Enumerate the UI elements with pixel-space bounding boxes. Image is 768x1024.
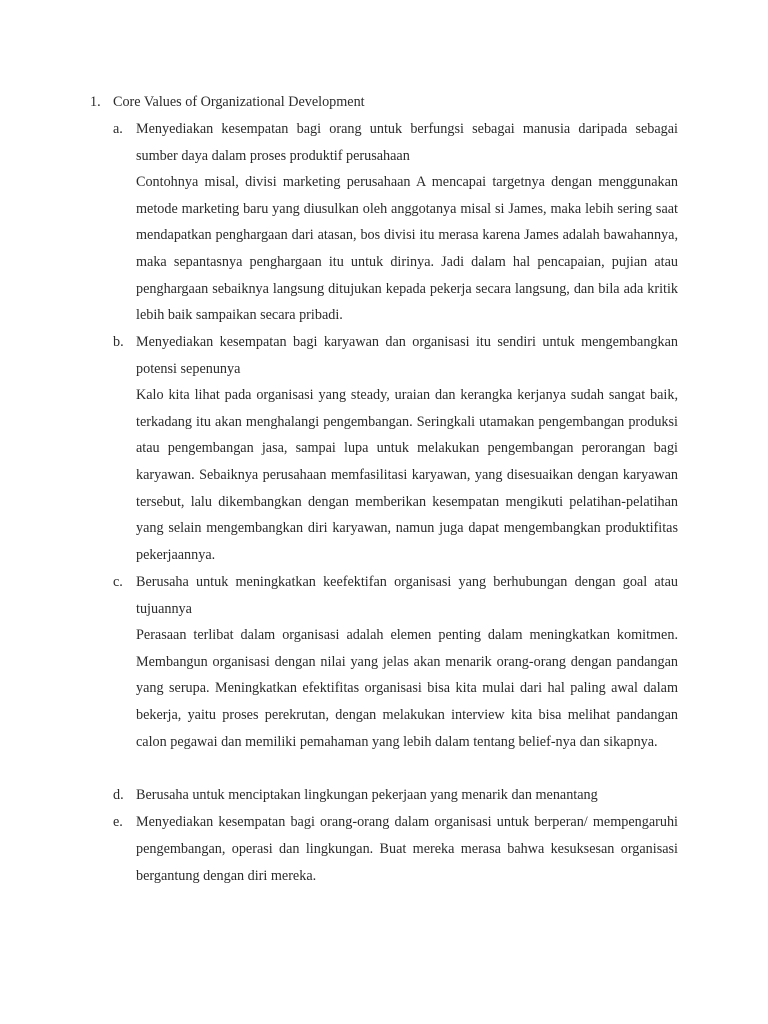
list-item-title: Berusaha untuk meningkatkan keefektifan organisasi yang berhubungan dengan goal atau tujuannya — [136, 574, 678, 617]
list-item-title: Menyediakan kesempatan bagi orang untuk berfungsi sebagai manusia daripada sebagai sumber daya dalam proses produktif perusahaan — [136, 121, 678, 164]
section-heading — [90, 92, 690, 112]
list-item-title: Menyediakan kesempatan bagi karyawan dan organisasi itu sendiri untuk mengembangkan potensi sepenunya — [136, 334, 678, 377]
list-marker: d. — [113, 787, 124, 803]
list-item-title: Berusaha untuk menciptakan lingkungan pekerjaan yang menarik dan menantang — [136, 787, 598, 803]
list-marker: c. — [113, 574, 123, 590]
list-item-title: Menyediakan kesempatan bagi orang-orang dalam organisasi untuk berperan/ mempengaruhi pengembangan, operasi dan lingkungan. Buat mereka merasa bahwa kesuksesan organisasi bergantung dengan diri mereka. — [136, 814, 678, 884]
list-marker: a. — [113, 121, 123, 137]
list-item-a — [113, 116, 678, 329]
list-item-c — [113, 569, 678, 755]
list-marker: e. — [113, 814, 123, 830]
list-item-d — [113, 782, 678, 809]
list-item-text: Perasaan terlibat dalam organisasi adalah elemen penting dalam meningkatkan komitmen. Membangun organisasi dengan nilai yang jelas akan menarik orang-orang dengan pandangan yang serupa. Meningkatkan efektifitas organisasi bisa kita mulai dari hal paling awal dalam bekerja, yaitu proses perekrutan, dengan melakukan interview kita bisa melihat pandangan calon pegawai dan memiliki pemahaman yang lebih dalam tentang belief-nya dan sikapnya. — [136, 627, 678, 750]
list-item-text: Kalo kita lihat pada organisasi yang steady, uraian dan kerangka kerjanya sudah sangat baik, terkadang itu akan menghalangi pengembangan. Seringkali utamakan pengembangan produksi atau pengembangan jasa, sampai lupa untuk melakukan pengembangan perorangan bagi karyawan. Sebaiknya perusahaan memfasilitasi karyawan, yang disesuaikan dengan karyawan tersebut, lalu dikembangkan dengan memberikan kesempatan mengikuti pelatihan-pelatihan yang selain mengembangkan diri karyawan, namun juga dapat mengembangkan produktifitas pekerjaannya. — [136, 387, 678, 563]
section-title: Core Values of Organizational Development — [113, 94, 365, 110]
list-item-b — [113, 329, 678, 568]
list-item-text: Contohnya misal, divisi marketing perusahaan A mencapai targetnya dengan menggunakan metode marketing baru yang diusulkan oleh anggotanya misal si James, maka lebih sering saat mendapatkan penghargaan dari atasan, bos divisi itu merasa karena James adalah bawahannya, maka sepantasnya penghargaan itu untuk dirinya. Jadi dalam hal pencapaian, pujian atau penghargaan sebaiknya langsung ditujukan kepada pekerja secara langsung, dan bila ada kritik lebih baik sampaikan secara pribadi. — [136, 174, 678, 324]
section-number: 1. — [90, 94, 101, 110]
list-marker: b. — [113, 334, 124, 350]
list-item-e — [113, 809, 678, 889]
